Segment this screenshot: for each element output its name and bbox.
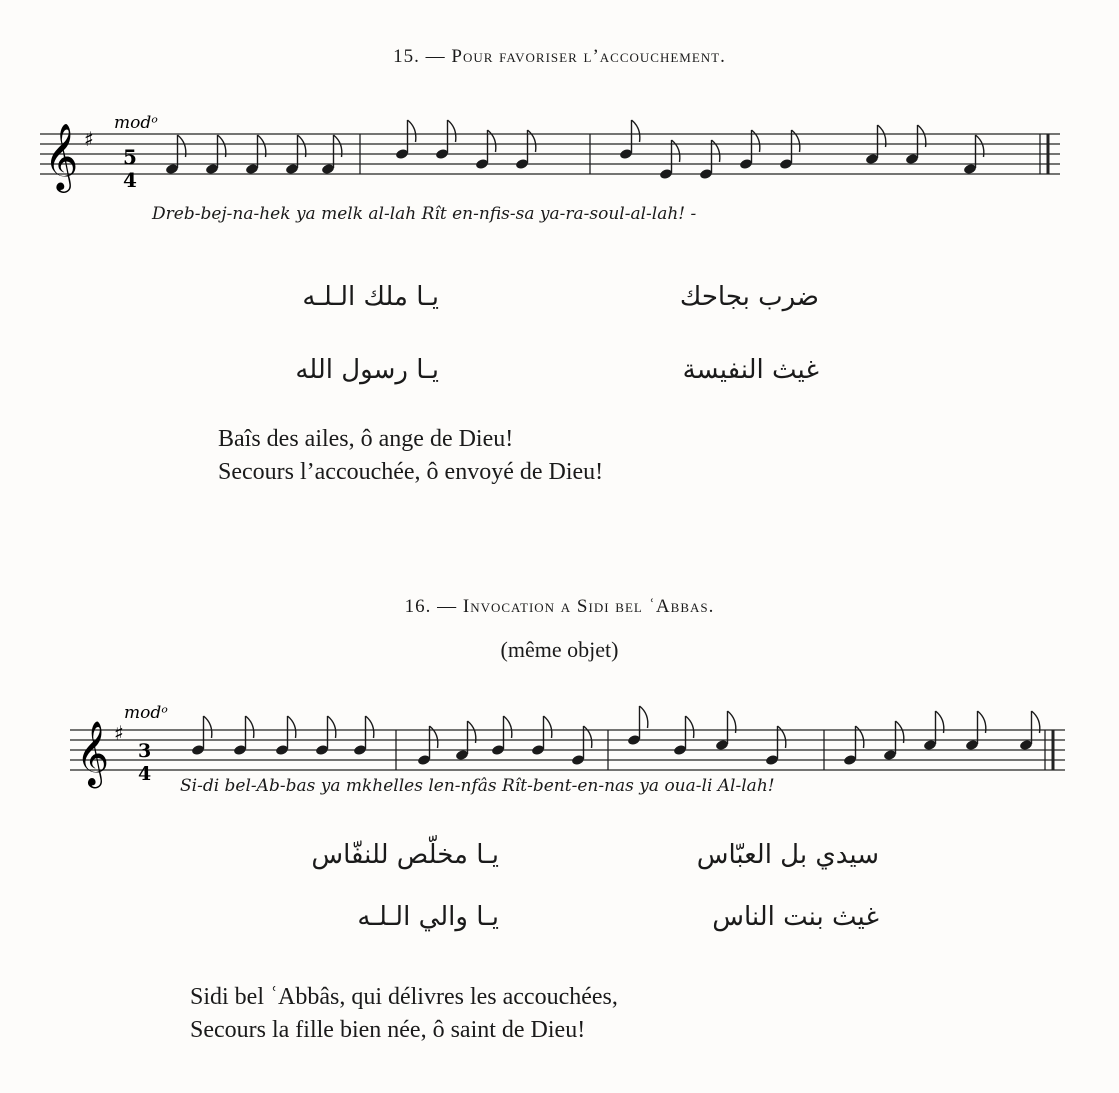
- note-flag: [504, 716, 512, 738]
- note-flag: [752, 130, 760, 152]
- song16-tempo: modᵒ: [124, 703, 168, 723]
- note-flag: [408, 120, 416, 142]
- song16-heading: [0, 596, 1119, 618]
- song15-time-bottom: 4: [123, 168, 137, 192]
- song15-translation-line-2: Secours l’accouchée, ô envoyé de Dieu!: [218, 459, 604, 485]
- song16-arabic-2-right: غيث بنت الناس: [712, 902, 879, 932]
- song15-tempo: modᵒ: [114, 113, 158, 133]
- note-flag: [792, 130, 800, 152]
- note-flag: [204, 716, 212, 738]
- note-flag: [856, 726, 864, 748]
- song15-lyrics: Dreb-bej-na-hek ya melk al-lah Rît en-nfis-sa ya-ra-soul-al-lah! -: [152, 204, 697, 224]
- note-flag: [632, 120, 640, 142]
- song15-number: 15. —: [393, 46, 446, 67]
- song16-time-bottom: 4: [138, 763, 152, 785]
- song16-notes: [191, 706, 1040, 766]
- song15-translation: [218, 423, 603, 489]
- song16-time-top: 3: [138, 740, 152, 762]
- song15-notes: [165, 120, 984, 180]
- song15-arabic-1-right: ضرب بجاحك: [679, 282, 819, 312]
- song16-arabic-1-left: يـا مخلّص للنفّاس: [311, 840, 499, 870]
- song15-arabic-2-left: يـا رسول الله: [295, 355, 439, 385]
- song16-translation-line-2: Secours la fille bien née, ô saint de Dieu!: [190, 1017, 586, 1043]
- song16-translation-line-1: Sidi bel ʿAbbâs, qui délivres les accouchées,: [190, 984, 618, 1010]
- song16-arabic-2-left: يـا والي الـلـه: [357, 902, 499, 932]
- note-flag: [448, 120, 456, 142]
- note-flag: [488, 130, 496, 152]
- song15-time-top: 5: [123, 145, 137, 169]
- treble-clef-icon: 𝄞: [44, 122, 79, 190]
- note-flag: [584, 726, 592, 748]
- song16-title: Invocation a Sidi bel ʿAbbas.: [462, 596, 715, 617]
- note-flag: [712, 140, 720, 162]
- note-flag: [544, 716, 552, 738]
- song16-translation: [190, 981, 618, 1047]
- note-flag: [672, 140, 680, 162]
- note-flag: [246, 716, 254, 738]
- note-flag: [366, 716, 374, 738]
- note-flag: [640, 706, 648, 728]
- song15-heading: [0, 46, 1119, 68]
- song16-lyrics: Si-di bel-Ab-bas ya mkhelles len-nfâs Rît-bent-en-nas ya oua-li Al-lah!: [180, 776, 775, 796]
- sharp-icon: ♯: [114, 721, 124, 745]
- sharp-icon: ♯: [84, 127, 94, 151]
- note-flag: [328, 716, 336, 738]
- note-flag: [430, 726, 438, 748]
- song15-staff: [30, 90, 1070, 210]
- song16-subtitle: (même objet): [500, 637, 619, 662]
- note-flag: [528, 130, 536, 152]
- note-flag: [778, 726, 786, 748]
- song15-arabic-1-left: يـا ملك الـلـه: [302, 282, 439, 312]
- song16-number: 16. —: [404, 596, 458, 617]
- note-flag: [686, 716, 694, 738]
- treble-clef-icon: 𝄞: [76, 721, 110, 786]
- song16-arabic-1-right: سيدي بل العبّاس: [696, 840, 879, 870]
- song15-arabic-2-right: غيث النفيسة: [682, 355, 819, 385]
- song15-translation-line-1: Baîs des ailes, ô ange de Dieu!: [218, 426, 514, 452]
- song15-title: Pour favoriser l’accouchement.: [451, 46, 726, 67]
- note-flag: [288, 716, 296, 738]
